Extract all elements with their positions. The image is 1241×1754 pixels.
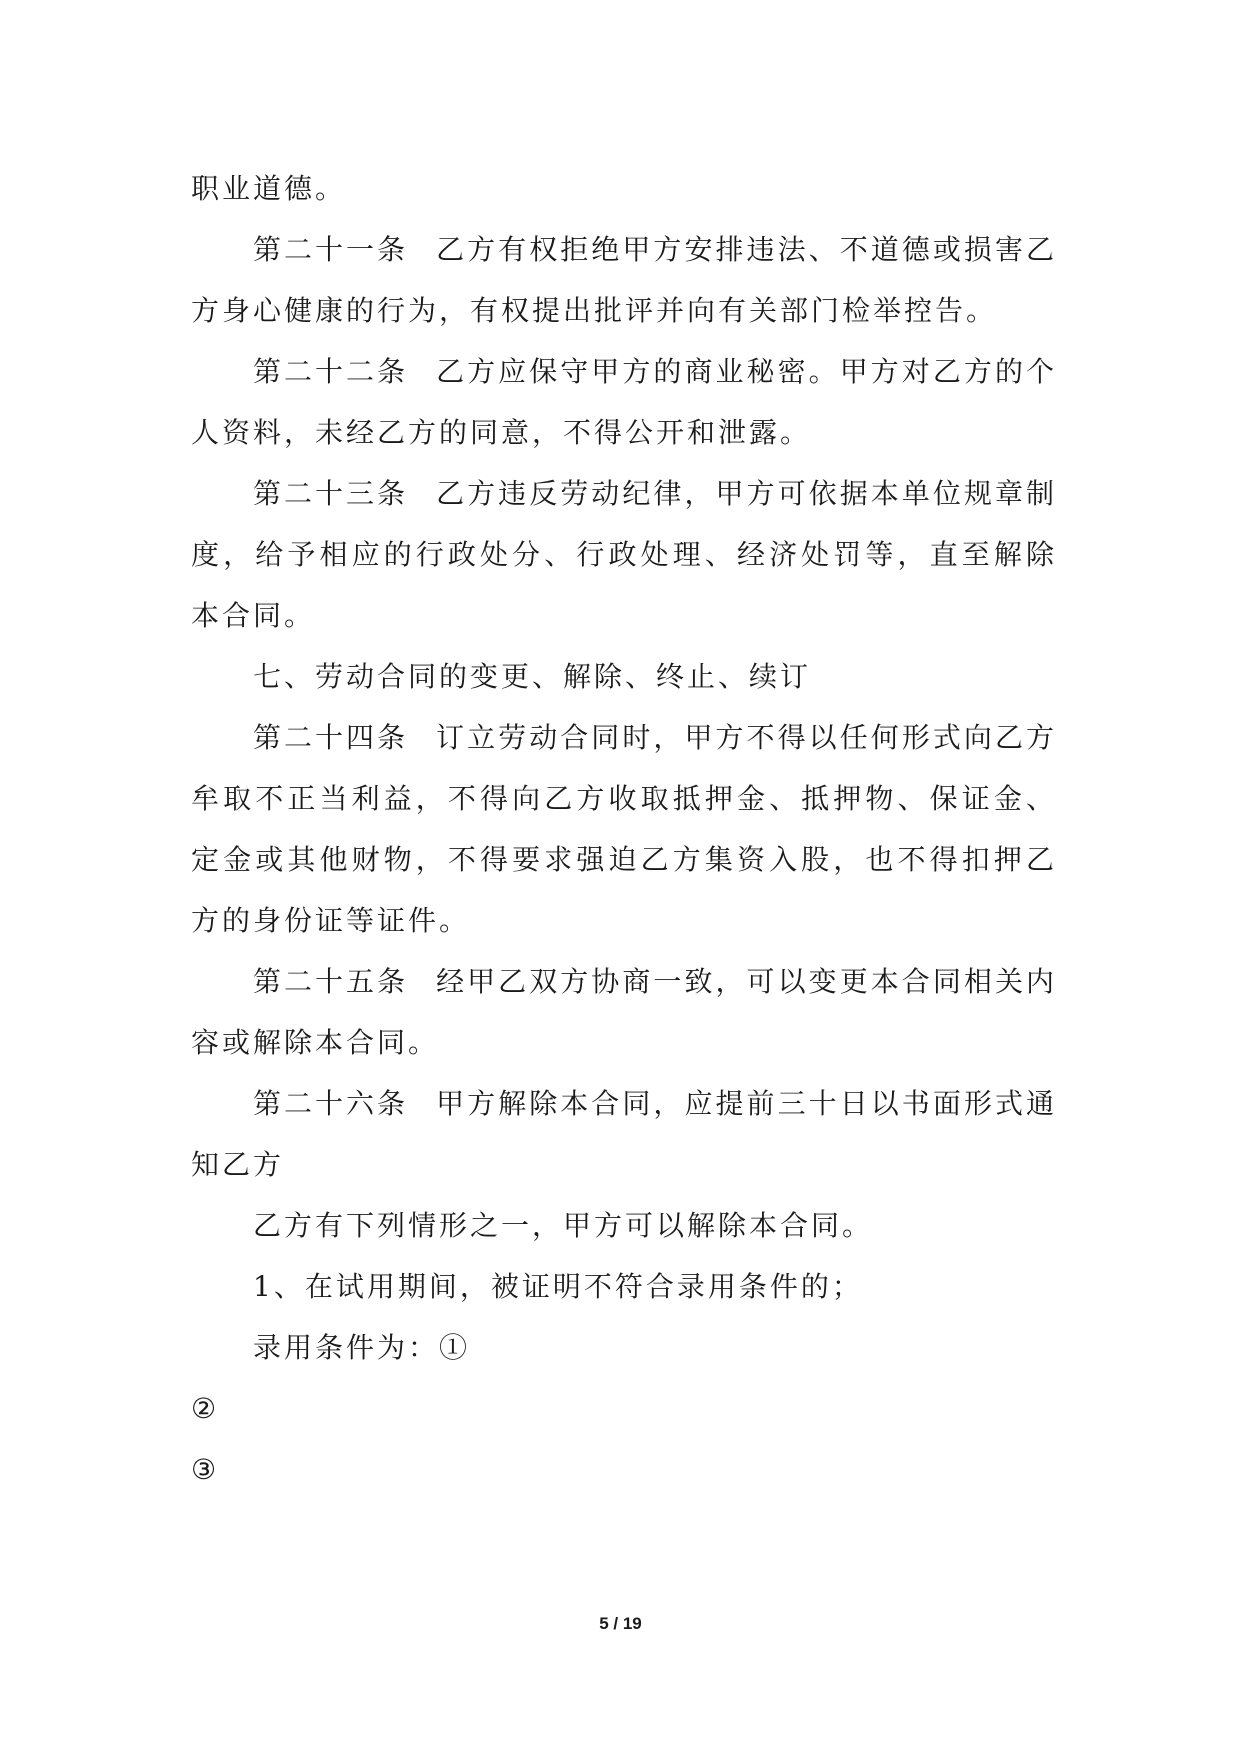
article-21 [191, 219, 1057, 341]
list-item [191, 1439, 1057, 1500]
article-number: 第二十五条 [253, 965, 409, 998]
paragraph-text-block [191, 1195, 1057, 1256]
paragraph-text: 乙方有下列情形之一，甲方可以解除本合同。 [253, 1209, 874, 1242]
article-text: 订立劳动合同时，甲方不得以任何形式向乙方牟取不正当利益，不得向乙方收取抵押金、抵押物、保证金、定金或其他财物，不得要求强迫乙方集资入股，也不得扣押乙方的身份证等证件。 [191, 721, 1057, 937]
paragraph-text: 职业道德。 [191, 172, 347, 205]
list-item-text: ② [191, 1392, 220, 1425]
list-item [191, 1378, 1057, 1439]
article-text: 经甲乙双方协商一致，可以变更本合同相关内容或解除本合同。 [191, 965, 1057, 1059]
article-26 [191, 1073, 1057, 1195]
section-heading-text: 七、劳动合同的变更、解除、终止、续订 [253, 660, 812, 693]
paragraph-continuation [191, 158, 1057, 219]
article-number: 第二十一条 [253, 233, 409, 266]
article-24 [191, 707, 1057, 951]
article-text: 乙方有权拒绝甲方安排违法、不道德或损害乙方身心健康的行为，有权提出批评并向有关部门检举控告。 [191, 233, 1057, 327]
article-number: 第二十二条 [253, 355, 409, 388]
article-number: 第二十三条 [253, 477, 409, 510]
list-item-text: ③ [191, 1453, 220, 1486]
list-item-text: 1、在试用期间，被证明不符合录用条件的； [253, 1270, 863, 1303]
article-number: 第二十六条 [253, 1087, 409, 1120]
article-22 [191, 341, 1057, 463]
list-item [191, 1256, 1057, 1317]
article-text: 乙方违反劳动纪律，甲方可依据本单位规章制度，给予相应的行政处分、行政处理、经济处罚等，直至解除本合同。 [191, 477, 1057, 632]
article-23 [191, 463, 1057, 646]
article-text: 乙方应保守甲方的商业秘密。甲方对乙方的个人资料，未经乙方的同意，不得公开和泄露。 [191, 355, 1057, 449]
article-number: 第二十四条 [253, 721, 409, 754]
document-body [191, 158, 1057, 1500]
article-text: 甲方解除本合同，应提前三十日以书面形式通知乙方 [191, 1087, 1057, 1181]
page-number: 5 / 19 [599, 1614, 642, 1633]
list-item-text: 录用条件为：① [253, 1331, 471, 1364]
list-item [191, 1317, 1057, 1378]
section-heading [191, 646, 1057, 707]
article-25 [191, 951, 1057, 1073]
